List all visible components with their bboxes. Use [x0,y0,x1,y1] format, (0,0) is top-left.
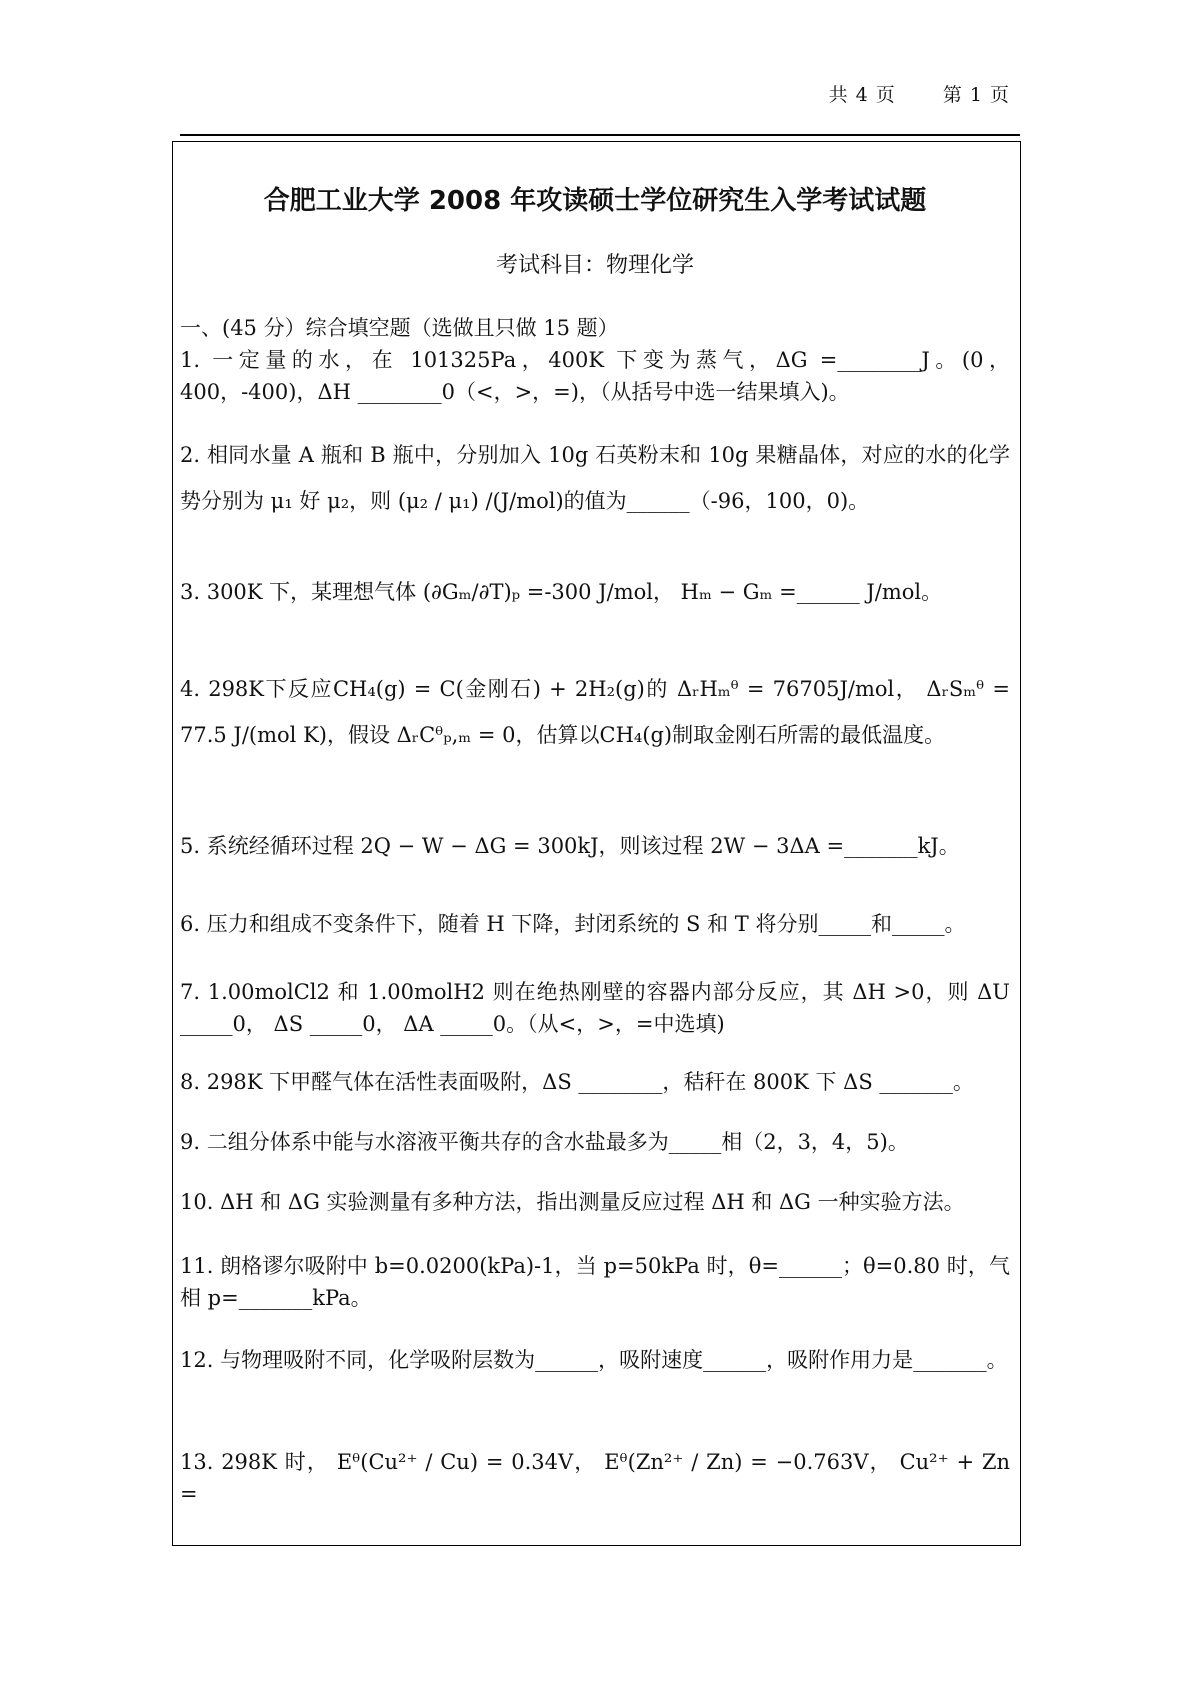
question-7: 7. 1.00molCl2 和 1.00molH2 则在绝热刚壁的容器内部分反应，其 ΔH >0，则 ΔU _____0， ΔS _____0， ΔA _____0。（从<，>，=中选填) [180,980,1010,1036]
exam-subject: 考试科目：物理化学 [495,253,694,278]
question-6: 6. 压力和组成不变条件下，随着 H 下降，封闭系统的 S 和 T 将分别_____和_____。 [180,912,966,936]
page-header [789,80,1010,107]
exam-title: 合肥工业大学 2008 年攻读硕士学位研究生入学考试试题 [263,186,927,216]
question-1: 1. 一定量的水，在 101325Pa，400K 下变为蒸气，ΔG =________J。(0，400，-400)，ΔH ________0（<，>，=)，（从括号中选一结果填入)。 [180,348,1010,404]
question-9: 9. 二组分体系中能与水溶液平衡共存的含水盐最多为_____相（2，3，4，5)。 [180,1130,909,1154]
header-rule [180,134,1020,136]
question-10: 10. ΔH 和 ΔG 实验测量有多种方法，指出测量反应过程 ΔH 和 ΔG 一种实验方法。 [180,1190,965,1214]
section-heading: 一、(45 分）综合填空题（选做且只做 15 题） [180,316,619,340]
question-3: 3. 300K 下，某理想气体 (∂Gₘ/∂T)ₚ =-300 J/mol， Hₘ − Gₘ =______ J/mol。 [180,580,943,604]
question-12: 12. 与物理吸附不同，化学吸附层数为______，吸附速度______，吸附作用力是_______。 [180,1348,1008,1372]
question-4: 4. 298K下反应CH₄(g) = C(金刚石) + 2H₂(g)的 ΔᵣHₘᶿ = 76705J/mol， ΔᵣSₘᶿ = 77.5 J/(mol K)，假设 ΔᵣCᶿₚ,ₘ = 0，估算以CH₄(g)制取金刚石所需的最低温度。 [180,677,1010,747]
total-pages: 共 4 页 [828,84,896,106]
page-number: 第 1 页 [942,84,1010,106]
question-11: 11. 朗格谬尔吸附中 b=0.0200(kPa)-1，当 p=50kPa 时，θ=______；θ=0.80 时，气相 p=_______kPa。 [180,1254,1010,1310]
question-2: 2. 相同水量 A 瓶和 B 瓶中，分别加入 10g 石英粉末和 10g 果糖晶体，对应的水的化学势分别为 μ₁ 好 μ₂，则 (μ₂ / μ₁) /(J/mol)的值为______（-96，100，0)。 [180,443,1010,513]
question-5: 5. 系统经循环过程 2Q − W − ΔG = 300kJ，则该过程 2W − 3ΔA =_______kJ。 [180,834,960,858]
question-8: 8. 298K 下甲醛气体在活性表面吸附，ΔS ________，秸秆在 800K 下 ΔS _______。 [180,1070,974,1094]
question-13: 13. 298K 时， Eᶿ(Cu²⁺ / Cu) = 0.34V， Eᶿ(Zn²⁺ / Zn) = −0.763V， Cu²⁺ + Zn = [180,1450,1010,1506]
